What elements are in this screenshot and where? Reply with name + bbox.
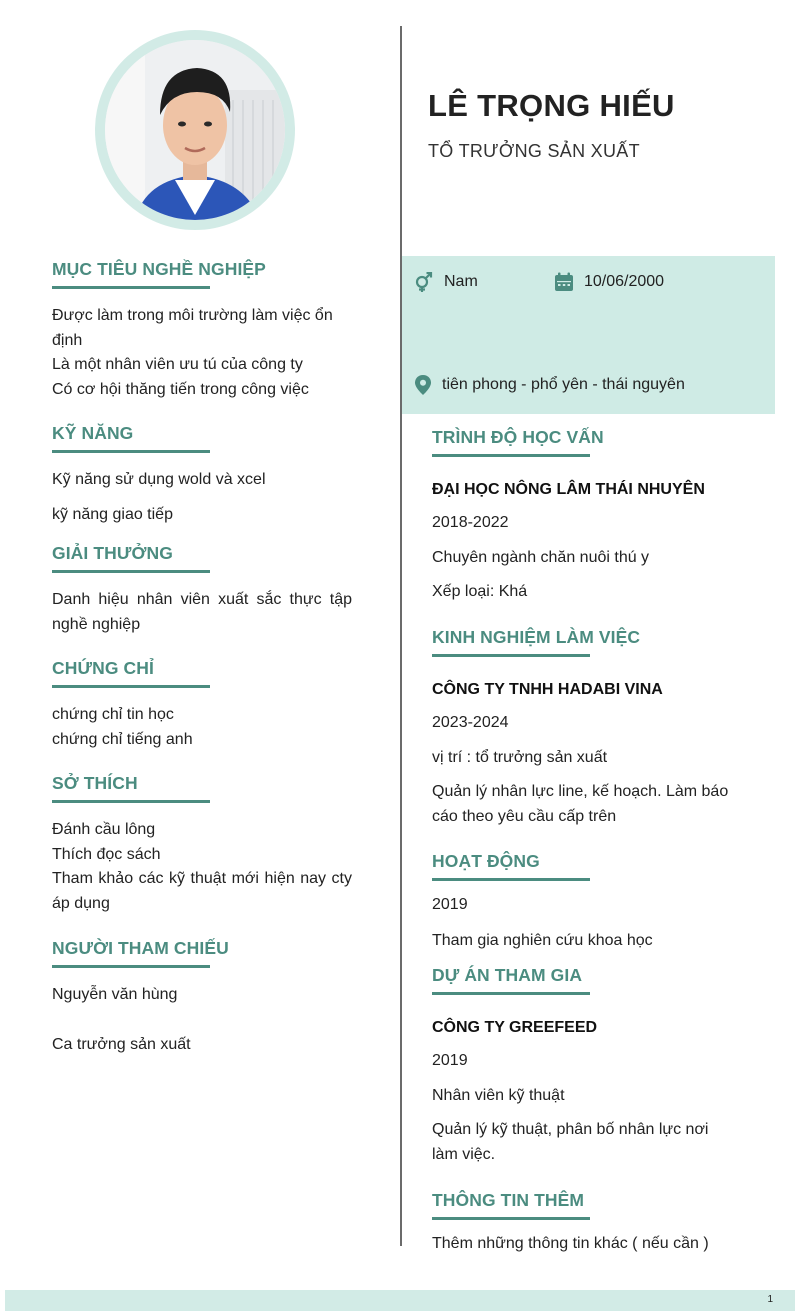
projects-year: 2019 [432, 1052, 468, 1069]
certificates-section [52, 658, 352, 752]
education-underline [432, 454, 590, 457]
objective-line: Được làm trong môi trường làm việc ổn định [52, 307, 333, 349]
projects-section [432, 965, 762, 1167]
certificates-underline [52, 685, 210, 688]
certificates-list [52, 703, 352, 752]
gender-item [414, 272, 478, 292]
extra-text: Thêm những thông tin khác ( nếu cần ) [432, 1235, 709, 1252]
activities-year: 2019 [432, 896, 468, 913]
objective-title: MỤC TIÊU NGHỀ NGHIỆP [52, 259, 266, 279]
address-value: tiên phong - phổ yên - thái nguyên [442, 376, 685, 393]
reference-position: Ca trưởng sản xuất [52, 1035, 191, 1053]
hobby-item: Tham khảo các kỹ thuật mới hiện nay cty áp dụng [52, 870, 352, 912]
awards-title: GIẢI THƯỞNG [52, 543, 173, 563]
job-title: TỔ TRƯỞNG SẢN XUẤT [428, 141, 640, 161]
avatar-photo [105, 40, 285, 220]
awards-section [52, 543, 352, 637]
location-pin-icon [414, 375, 432, 395]
full-name: LÊ TRỌNG HIẾU [428, 88, 675, 123]
extra-section [432, 1190, 762, 1257]
objective-section [52, 259, 352, 402]
birthdate-item [554, 272, 664, 292]
projects-underline [432, 992, 590, 995]
activities-underline [432, 878, 590, 881]
hobbies-section [52, 773, 352, 916]
experience-company: CÔNG TY TNHH HADABI VINA [432, 681, 663, 698]
activities-section [432, 851, 762, 953]
education-school: ĐẠI HỌC NÔNG LÂM THÁI NHUYÊN [432, 481, 705, 498]
gender-value: Nam [444, 273, 478, 290]
projects-role: Nhân viên kỹ thuật [432, 1086, 565, 1104]
extra-title: THÔNG TIN THÊM [432, 1190, 585, 1210]
projects-company: CÔNG TY GREEFEED [432, 1019, 598, 1036]
objective-line: Có cơ hội thăng tiến trong công việc [52, 380, 309, 398]
skills-title: KỸ NĂNG [52, 423, 134, 443]
activities-title: HOẠT ĐỘNG [432, 851, 540, 871]
objective-text [52, 304, 352, 402]
experience-title: KINH NGHIỆM LÀM VIỆC [432, 627, 641, 647]
hobby-item: Thích đọc sách [52, 845, 161, 863]
projects-title: DỰ ÁN THAM GIA [432, 965, 583, 985]
education-title: TRÌNH ĐỘ HỌC VẤN [432, 427, 604, 447]
hobbies-underline [52, 800, 210, 803]
references-underline [52, 965, 210, 968]
awards-text: Danh hiệu nhân viên xuất sắc thực tập nghề nghiệp [52, 591, 352, 633]
hobbies-title: SỞ THÍCH [52, 773, 138, 793]
reference-name: Nguyễn văn hùng [52, 986, 178, 1003]
references-section [52, 938, 352, 1057]
skills-underline [52, 450, 210, 453]
experience-description: Quản lý nhân lực line, kế hoạch. Làm báo cáo theo yêu cầu cấp trên [432, 783, 729, 825]
objective-underline [52, 286, 210, 289]
calendar-icon [554, 272, 574, 292]
activities-description: Tham gia nghiên cứu khoa học [432, 931, 653, 949]
gender-icon [414, 272, 434, 292]
skills-section [52, 423, 352, 527]
experience-period: 2023-2024 [432, 714, 509, 731]
projects-description: Quản lý kỹ thuật, phân bố nhân lực nơi làm việc. [432, 1121, 709, 1163]
avatar [105, 40, 285, 220]
objective-line: Là một nhân viên ưu tú của công ty [52, 356, 303, 373]
footer-bar [5, 1290, 795, 1311]
references-title: NGƯỜI THAM CHIẾU [52, 938, 229, 958]
birthdate-value: 10/06/2000 [584, 273, 665, 290]
experience-section [432, 627, 762, 829]
address-item [414, 375, 685, 395]
column-divider [400, 26, 402, 1246]
extra-underline [432, 1217, 590, 1220]
experience-underline [432, 654, 590, 657]
hobby-item: Đánh cầu lông [52, 821, 156, 838]
certificates-title: CHỨNG CHỈ [52, 658, 154, 678]
education-major: Chuyên ngành chăn nuôi thú y [432, 548, 650, 566]
contact-box [402, 256, 775, 414]
education-section [432, 427, 762, 605]
education-grade: Xếp loại: Khá [432, 583, 528, 600]
skill-item: Kỹ năng sử dụng wold và xcel [52, 471, 266, 488]
education-period: 2018-2022 [432, 514, 509, 531]
awards-underline [52, 570, 210, 573]
page-number: 1 [767, 1294, 773, 1305]
certificate-item: chứng chỉ tin học [52, 706, 174, 723]
hobbies-list [52, 818, 352, 916]
certificate-item: chứng chỉ tiếng anh [52, 730, 193, 748]
experience-position: vị trí : tổ trưởng sản xuất [432, 748, 608, 766]
skill-item: kỹ năng giao tiếp [52, 505, 173, 523]
